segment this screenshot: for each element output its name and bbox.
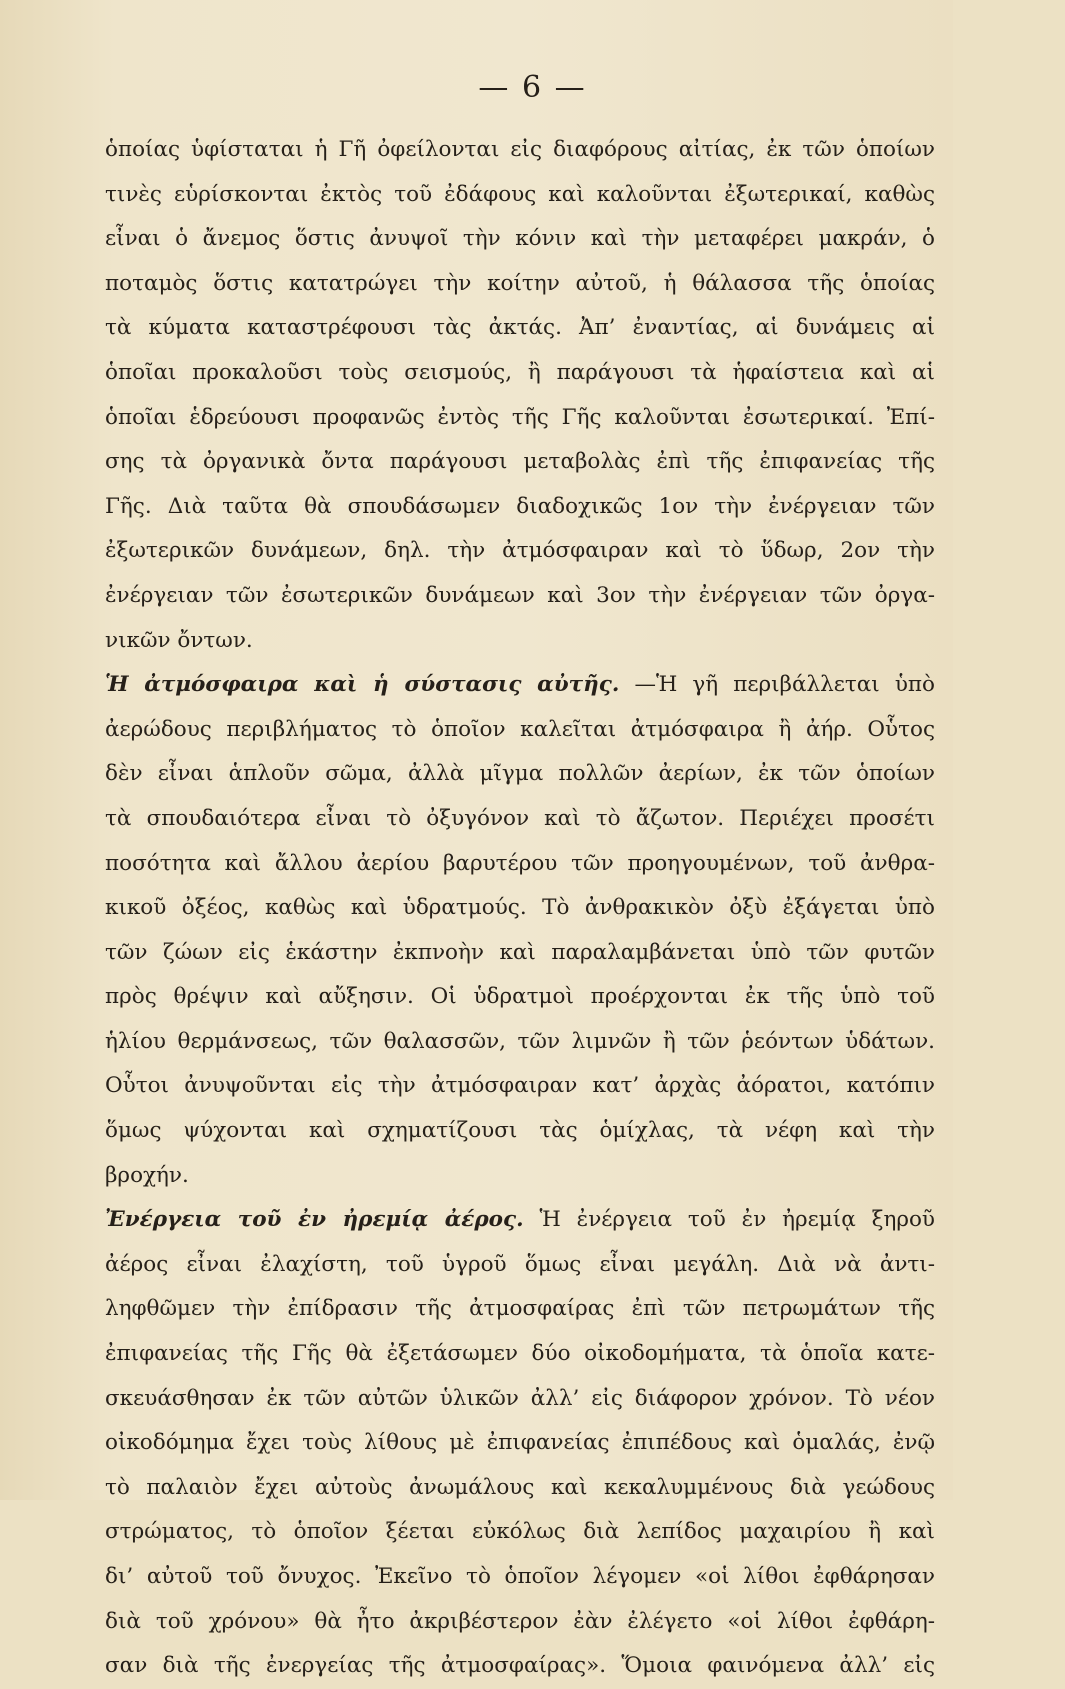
- text-line: διὰ τοῦ χρόνου» θὰ ἦτο ἀκριβέστερον ἐὰν ἐλέγετο «οἱ λίθοι ἐφθάρη-: [105, 1608, 935, 1634]
- text-line: ἀερώδους περιβλήματος τὸ ὁποῖον καλεῖται ἀτμόσφαιρα ἢ ἀήρ. Οὗτος: [105, 716, 935, 742]
- section-lead-text: Ἡ ἐνέργεια τοῦ ἐν ἠρεμίᾳ ξηροῦ: [539, 1207, 935, 1233]
- text-line: Γῆς. Διὰ ταῦτα θὰ σπουδάσωμεν διαδοχικῶς 1ον τὴν ἐνέργειαν τῶν: [105, 493, 935, 519]
- text-line: ὁποίας ὑφίσταται ἡ Γῆ ὀφείλονται εἰς διαφόρους αἰτίας, ἐκ τῶν ὁποίων: [105, 137, 935, 162]
- section-lead-text: —Ἡ γῆ περιβάλλεται ὑπὸ: [634, 672, 935, 698]
- text-line: ὁποῖαι ἑδρεύουσι προφανῶς ἐντὸς τῆς Γῆς καλοῦνται ἐσωτερικαί. Ἐπί-: [105, 404, 935, 430]
- text-line: εἶναι ὁ ἄνεμος ὅστις ἀνυψοῖ τὴν κόνιν καὶ τὴν μεταφέρει μακράν, ὁ: [105, 226, 935, 252]
- text-line: κικοῦ ὀξέος, καθὼς καὶ ὑδρατμούς. Τὸ ἀνθρακικὸν ὀξὺ ἐξάγεται ὑπὸ: [105, 895, 935, 921]
- text-line: τινὲς εὑρίσκονται ἐκτὸς τοῦ ἐδάφους καὶ καλοῦνται ἐξωτερικαί, καθὼς: [105, 181, 935, 207]
- text-line: δι’ αὐτοῦ τοῦ ὄνυχος. Ἐκεῖνο τὸ ὁποῖον λέγομεν «οἱ λίθοι ἐφθάρησαν: [105, 1564, 935, 1589]
- text-line: τὰ κύματα καταστρέφουσι τὰς ἀκτάς. Ἀπ’ ἐναντίας, αἱ δυνάμεις αἱ: [105, 315, 935, 341]
- text-line: στρώματος, τὸ ὁποῖον ξέεται εὐκόλως διὰ λεπίδος μαχαιρίου ἢ καὶ: [105, 1519, 935, 1545]
- text-line: ποταμὸς ὅστις κατατρώγει τὴν κοίτην αὐτοῦ, ἡ θάλασσα τῆς ὁποίας: [105, 270, 935, 296]
- text-line: ποσότητα καὶ ἄλλου ἀερίου βαρυτέρου τῶν προηγουμένων, τοῦ ἀνθρα-: [105, 850, 935, 876]
- text-line: σκευάσθησαν ἐκ τῶν αὐτῶν ὑλικῶν ἀλλ’ εἰς διάφορον χρόνον. Τὸ νέον: [105, 1385, 935, 1411]
- text-line: Οὗτοι ἀνυψοῦνται εἰς τὴν ἀτμόσφαιραν κατ’ ἀρχὰς ἀόρατοι, κατόπιν: [105, 1073, 935, 1099]
- text-line: ἐνέργειαν τῶν ἐσωτερικῶν δυνάμεων καὶ 3ον τὴν ἐνέργειαν τῶν ὀργα-: [105, 582, 935, 608]
- text-line: σαν διὰ τῆς ἐνεργείας τῆς ἀτμοσφαίρας». Ὅμοια φαινόμενα ἀλλ’ εἰς: [105, 1653, 935, 1679]
- section-heading-calm-air: Ἐνέργεια τοῦ ἐν ἠρεμίᾳ ἀέρος.: [105, 1207, 524, 1233]
- text-line: ἀέρος εἶναι ἐλαχίστη, τοῦ ὑγροῦ ὅμως εἶναι μεγάλη. Διὰ νὰ ἀντι-: [105, 1251, 935, 1277]
- text-line: δὲν εἶναι ἁπλοῦν σῶμα, ἀλλὰ μῖγμα πολλῶν ἀερίων, ἐκ τῶν ὁποίων: [105, 761, 935, 787]
- text-line: νικῶν ὄντων.: [105, 627, 253, 653]
- section-line-calm-air: [105, 1198, 935, 1243]
- page-number: — 6 —: [478, 70, 587, 105]
- text-line: ἡλίου θερμάνσεως, τῶν θαλασσῶν, τῶν λιμνῶν ἢ τῶν ῥεόντων ὑδάτων.: [105, 1028, 935, 1054]
- text-line: τὰ σπουδαιότερα εἶναι τὸ ὀξυγόνον καὶ τὸ ἄζωτον. Περιέχει προσέτι: [105, 805, 935, 831]
- section-heading-atmosphere: Ἡ ἀτμόσφαιρα καὶ ἡ σύστασις αὐτῆς.: [105, 672, 620, 698]
- text-line: βροχήν.: [105, 1162, 189, 1188]
- body-text: [105, 128, 935, 1689]
- text-line: ληφθῶμεν τὴν ἐπίδρασιν τῆς ἀτμοσφαίρας ἐπὶ τῶν πετρωμάτων τῆς: [105, 1296, 935, 1322]
- text-line: ὁποῖαι προκαλοῦσι τοὺς σεισμούς, ἢ παράγουσι τὰ ἡφαίστεια καὶ αἱ: [105, 359, 935, 385]
- text-line: σης τὰ ὀργανικὰ ὄντα παράγουσι μεταβολὰς ἐπὶ τῆς ἐπιφανείας τῆς: [105, 449, 935, 475]
- section-line-atmosphere: [105, 663, 935, 708]
- text-line: πρὸς θρέψιν καὶ αὔξησιν. Οἱ ὑδρατμοὶ προέρχονται ἐκ τῆς ὑπὸ τοῦ: [105, 984, 935, 1010]
- text-line: οἰκοδόμημα ἔχει τοὺς λίθους μὲ ἐπιφανείας ἐπιπέδους καὶ ὁμαλάς, ἐνῷ: [105, 1430, 935, 1456]
- text-line: τὸ παλαιὸν ἔχει αὐτοὺς ἀνωμάλους καὶ κεκαλυμμένους διὰ γεώδους: [105, 1474, 935, 1500]
- text-line: ὅμως ψύχονται καὶ σχηματίζουσι τὰς ὁμίχλας, τὰ νέφη καὶ τὴν: [105, 1118, 935, 1144]
- text-line: ἐπιφανείας τῆς Γῆς θὰ ἐξετάσωμεν δύο οἰκοδομήματα, τὰ ὁποῖα κατε-: [105, 1341, 935, 1367]
- text-line: ἐξωτερικῶν δυνάμεων, δηλ. τὴν ἀτμόσφαιραν καὶ τὸ ὕδωρ, 2ον τὴν: [105, 538, 935, 564]
- text-line: τῶν ζώων εἰς ἑκάστην ἐκπνοὴν καὶ παραλαμβάνεται ὑπὸ τῶν φυτῶν: [105, 939, 935, 965]
